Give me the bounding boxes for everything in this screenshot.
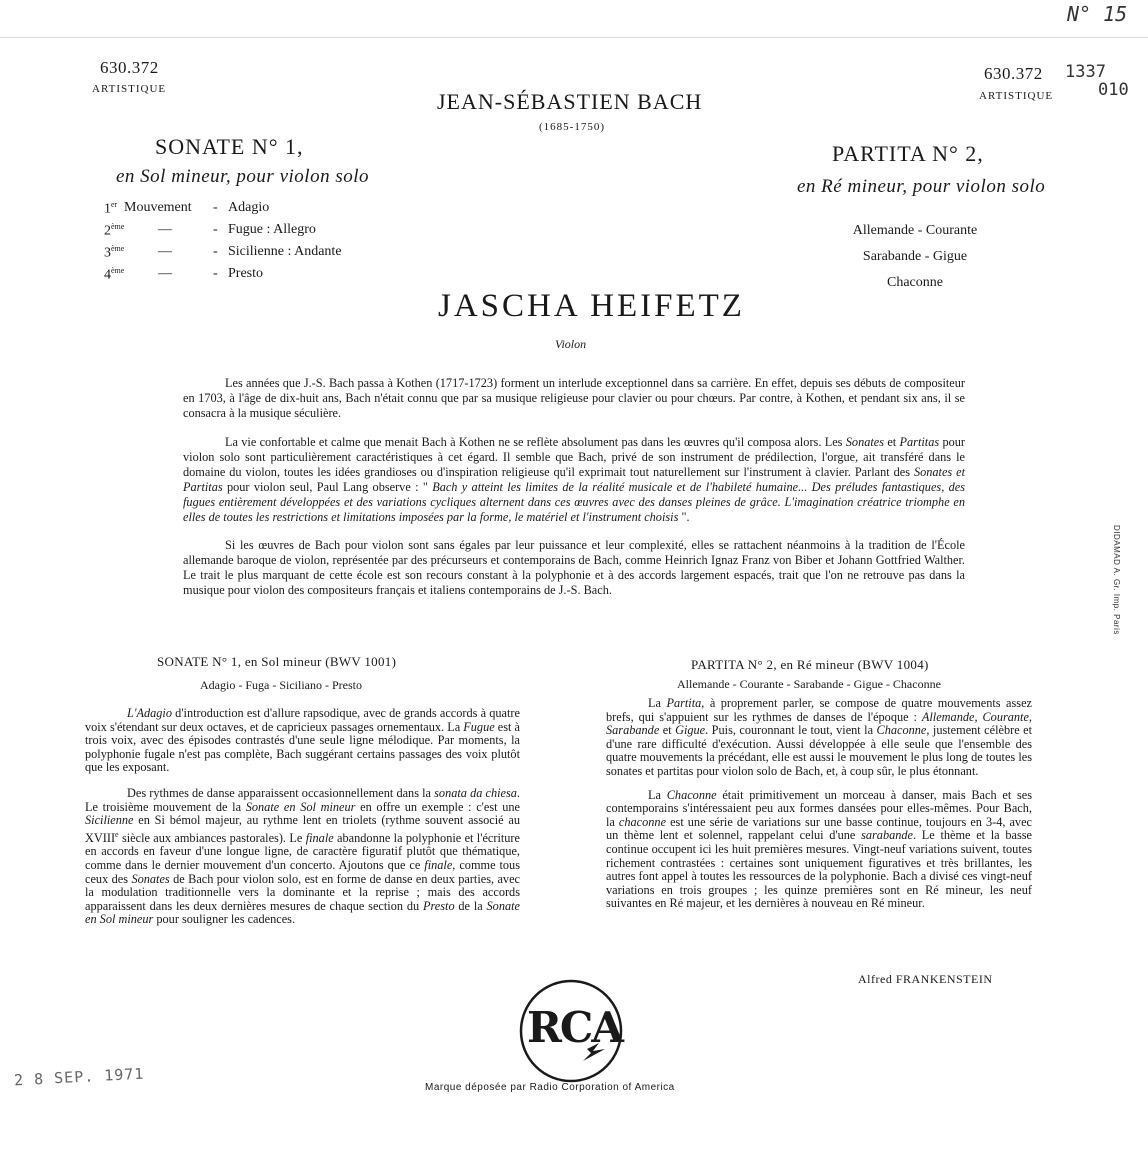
label-right: ARTISTIQUE: [979, 90, 1054, 102]
rca-logo-text: RCA: [527, 1003, 622, 1052]
sonata-movement: [104, 244, 404, 266]
top-edge-line: [0, 37, 1148, 38]
date-stamp: 2 8 SEP. 1971: [13, 1064, 145, 1090]
movement-number: 2ème: [104, 222, 125, 239]
performer-name: JASCHA HEIFETZ: [438, 288, 745, 324]
intro-paragraph: Si les œuvres de Bach pour violon sont sans égales par leur puissance et leur complexité, elles se rattachent néanmoins à la tradition de l'École allemande baroque de violon, représentée par des précurseurs et contemporains de Bach, comme Heinrich Ignaz Franz von Biber et Johann Gottfried Walther. Le trait le plus marquant de cette école est son recours constant à la polyphonie et à des accords largement espacés, trait que l'on ne retrouve pas dans la musique pour violon des compositeurs français et italiens contemporains de J.-S. Bach.: [183, 538, 965, 597]
stamped-suffix: 010: [1098, 80, 1129, 100]
sonata-movement: [104, 222, 404, 244]
partita-notes-paragraph: La Partita, à proprement parler, se compose de quatre mouvements assez brefs, qui s'appuient sur les rythmes de danses de l'époque : Allemande, Courante, Sarabande et Gigue. Puis, couronnant le tout, vient la Chaconne, justement célèbre et d'une rare difficulté d'exécution. Aussi développée à elle seule que l'ensemble des quatre mouvements la précédant, elle est aussi le mouvement le plus long de toutes les sonates et partitas pour violon solo de Bach, et, à coup sûr, le plus étonnant.: [606, 696, 1033, 778]
partita-notes-text: [606, 697, 1032, 911]
sonata-title: SONATE N° 1,: [155, 134, 304, 159]
partita-notes-heading: PARTITA N° 2, en Ré mineur (BWV 1004): [691, 657, 929, 672]
label-left: ARTISTIQUE: [92, 83, 167, 95]
movement-separator: -: [213, 200, 218, 215]
partita-notes-subheading: Allemande - Courante - Sarabande - Gigue - Chaconne: [677, 677, 941, 691]
partita-movement: Chaconne: [887, 275, 943, 290]
movement-number: 1er: [104, 200, 118, 217]
partita-movement: Sarabande - Gigue: [862, 249, 968, 264]
rca-logo: [517, 977, 625, 1085]
sonata-notes-text: [85, 707, 520, 927]
sonata-notes-subheading: Adagio - Fuga - Siciliano - Presto: [200, 678, 362, 692]
movement-number: 4ème: [104, 266, 125, 283]
sonata-movement: [104, 266, 404, 288]
movement-separator: -: [213, 244, 218, 259]
movement-separator: -: [213, 266, 218, 281]
handwritten-number: N° 15: [1067, 2, 1128, 26]
sonata-movement: [104, 200, 404, 222]
movement-word: —: [158, 244, 172, 259]
printer-credit: DIDAMAD A. Gr. Imp. Paris: [1112, 525, 1121, 635]
catalog-number-right: 630.372: [984, 64, 1043, 83]
notes-author: Alfred FRANKENSTEIN: [858, 972, 993, 986]
composer-name: JEAN-SÉBASTIEN BACH: [437, 89, 703, 114]
movement-word: —: [158, 222, 172, 237]
intro-paragraph: Les années que J.-S. Bach passa à Kothen (1717-1723) forment un interlude exceptionnel dans sa carrière. En effet, depuis ses débuts de compositeur en 1703, à l'âge de dix-huit ans, Bach n'était connu que par sa musique religieuse pour clavier ou pour chœurs. Par contre, à Kothen, et pendant six ans, il se consacra à la musique séculière.: [183, 376, 965, 420]
sonata-notes-paragraph: Des rythmes de danse apparaissent occasionnellement dans la sonata da chiesa. Le troisième mouvement de la Sonate en Sol mineur en offre un exemple : c'est une Sicilienne en Si bémol majeur, au rythme lent en triolets (rythme souvent associé au XVIIIe siècle aux ambiances pastorales). Le finale abandonne la polyphonie et l'écriture en accords en faveur d'une longue ligne, de caractère figuratif plutôt que thématique, comme dans le dernier mouvement d'un concerto. Ajoutons que ce finale, comme tous ceux des Sonates de Bach pour violon solo, est en forme de danse en deux parties, avec la modulation traditionnelle vers la dominante et la reprise ; mais des accords apparaissent dans les deux dernières mesures de chaque section du Presto de la Sonate en Sol mineur pour souligner les cadences.: [85, 785, 521, 927]
sonata-movement-list: [104, 200, 404, 288]
trademark-notice: Marque déposée par Radio Corporation of America: [425, 1082, 675, 1093]
intro-text: [183, 376, 965, 598]
catalog-number-left: 630.372: [100, 58, 159, 77]
partita-movement-list: [800, 218, 1030, 296]
sonata-notes-heading: SONATE N° 1, en Sol mineur (BWV 1001): [157, 654, 397, 669]
sonata-subtitle: en Sol mineur, pour violon solo: [116, 166, 369, 187]
lang-quote: Bach y atteint les limites de la réalité musicale et de l'habileté humaine... Des préludes fantastiques, des fugues entièrement développées et des variations cycliques alternent dans ces œuvres avec des danses pleines de grâce. L'imagination créatrice triomphe en elles de toutes les restrictions et limitations imposées par la forme, le matériel et l'instrument choisis: [183, 480, 965, 524]
partita-title: PARTITA N° 2,: [832, 141, 984, 166]
partita-notes-paragraph: La Chaconne était primitivement un morceau à danser, mais Bach et ses contemporains s'intéressaient peu aux formes dansées pour elles-mêmes. Pour Bach, la chaconne est une série de variations sur une basse continue, toujours en 3-4, avec un thème lent et solennel, rappelant celui d'une sarabande. Le thème et la basse continue occupent ici les huit premières mesures. Vingt-neuf variations suivent, toutes richement contrastées : certaines sont uniquement figuratives et très brillantes, les autres font appel à toutes les ressources de la polyphonie. Bach a divisé ces vingt-neuf variations en trois groupes ; les quinze premières sont en Ré mineur, les neuf suivantes en Ré majeur, et les dernières à nouveau en Ré mineur.: [606, 787, 1033, 911]
composer-dates: (1685-1750): [539, 121, 605, 133]
partita-movement: Allemande - Courante: [852, 223, 978, 238]
movement-number: 3ème: [104, 244, 125, 261]
intro-paragraph: La vie confortable et calme que menait Bach à Kothen ne se reflète absolument pas dans les œuvres qu'il composa alors. Les Sonates et Partitas pour violon solo sont particulièrement caractéristiques à cet égard. Il semble que Bach, privé de son instrument de prédilection, l'orgue, ait transféré dans le domaine du violon, toutes les idées grandioses ou d'inspiration religieuse qu'il exprimait tout naturellement sur l'instrument à clavier. Parlant des Sonates et Partitas pour violon seul, Paul Lang observe : " Bach y atteint les limites de la réalité musicale et de l'habileté humaine... Des préludes fantastiques, des fugues entièrement développées et des variations cycliques alternent dans ces œuvres avec des danses pleines de grâce. L'imagination créatrice triomphe en elles de toutes les restrictions et limitations imposées par la forme, le matériel et l'instrument choisis ".: [183, 435, 966, 524]
sonata-notes-paragraph: L'Adagio d'introduction est d'allure rapsodique, avec de grands accords à quatre voix s'étendant sur deux octaves, et de capricieux passages ornementaux. La Fugue est à trois voix, avec des épisodes contrastés d'une seule ligne mélodique. Par moments, la polyphonie fugale n'est pas complète, Bach suggérant certains passages des voix plutôt que les exposant.: [85, 706, 520, 775]
movement-word: —: [158, 266, 172, 281]
stamped-number: 1337: [1065, 62, 1106, 82]
movement-name: Fugue : Allegro: [228, 222, 316, 237]
movement-word: Mouvement: [124, 200, 192, 215]
movement-name: Presto: [228, 266, 263, 281]
performer-instrument: Violon: [555, 337, 587, 351]
movement-name: Adagio: [228, 200, 270, 215]
partita-subtitle: en Ré mineur, pour violon solo: [797, 176, 1046, 197]
movement-name: Sicilienne : Andante: [228, 244, 342, 259]
movement-separator: -: [213, 222, 218, 237]
